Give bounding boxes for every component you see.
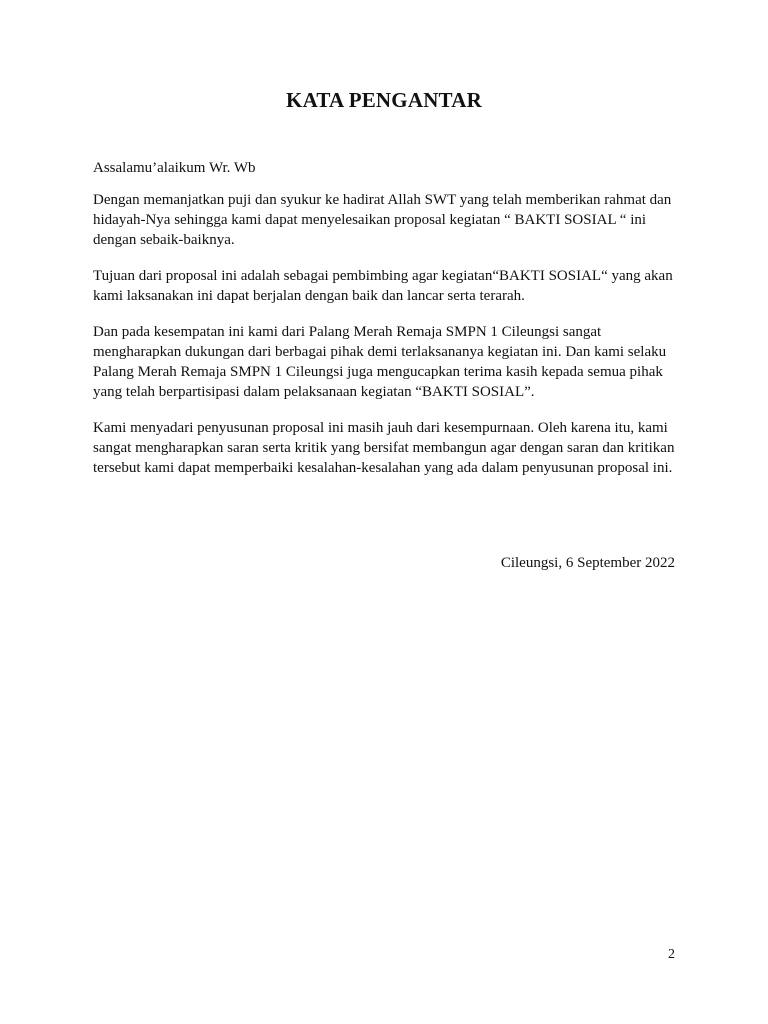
paragraph-3: Dan pada kesempatan ini kami dari Palang Merah Remaja SMPN 1 Cileungsi sangat mengharapkan dukungan dari berbagai pihak demi terlaksananya kegiatan ini. Dan kami selaku Palang Merah Remaja SMPN 1 Cileungsi juga mengucapkan terima kasih kepada semua pihak yang telah berpartisipasi dalam pelaksanaan kegiatan “BAKTI SOSIAL”. <box>93 324 667 400</box>
page-number: 2 <box>668 947 675 962</box>
page-title: KATA PENGANTAR <box>286 88 482 112</box>
paragraph-4: Kami menyadari penyusunan proposal ini masih jauh dari kesempurnaan. Oleh karena itu, kami sangat mengharapkan saran serta kritik yang bersifat membangun agar dengan saran dan kritikan tersebut kami dapat memperbaiki kesalahan-kesalahan yang ada dalam penyusunan proposal ini. <box>93 420 675 476</box>
document-body <box>93 158 683 494</box>
paragraph-1: Dengan memanjatkan puji dan syukur ke hadirat Allah SWT yang telah memberikan rahmat dan hidayah-Nya sehingga kami dapat menyelesaikan proposal kegiatan “ BAKTI SOSIAL “ ini dengan sebaik-baiknya. <box>93 192 672 248</box>
greeting-text: Assalamu’alaikum Wr. Wb <box>93 160 256 176</box>
paragraph-2: Tujuan dari proposal ini adalah sebagai pembimbing agar kegiatan“BAKTI SOSIAL“ yang akan kami laksanakan ini dapat berjalan dengan baik dan lancar serta terarah. <box>93 268 673 304</box>
place-date-line: Cileungsi, 6 September 2022 <box>500 555 675 571</box>
